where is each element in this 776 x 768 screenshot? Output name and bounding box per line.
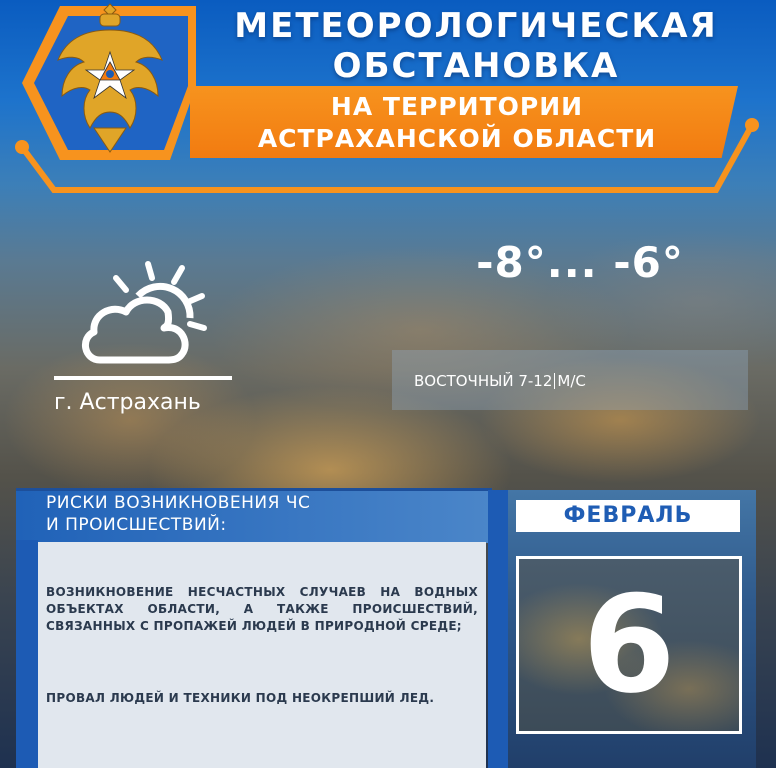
sun-ray <box>116 278 126 290</box>
city-underline <box>54 376 232 380</box>
mchs-emblem-icon <box>44 0 176 156</box>
risk-header <box>16 488 492 543</box>
wind-unit: М/С <box>557 372 586 390</box>
temperature-range: -8°... -6° <box>476 238 684 287</box>
sun-ray <box>190 324 204 328</box>
wind-separator <box>554 373 555 389</box>
month-label: ФЕВРАЛЬ <box>516 500 740 532</box>
sun-ray <box>188 296 202 302</box>
risk-header-line-2: И ПРОИСШЕСТВИЙ: <box>46 515 227 535</box>
partly-cloudy-icon <box>70 256 220 376</box>
frame-dot-left <box>15 140 29 154</box>
sun-ray <box>148 264 152 278</box>
wind-panel <box>392 350 748 410</box>
wind-text <box>414 372 586 390</box>
risk-item: ВОЗНИКНОВЕНИЕ НЕСЧАСТНЫХ СЛУЧАЕВ НА ВОДНЫХ ОБЪЕКТАХ ОБЛАСТИ, А ТАКЖЕ ПРОИСШЕСТВИЙ, СВЯЗАННЫХ С ПРОПАЖЕЙ ЛЮДЕЙ В ПРИРОДНОЙ СРЕДЕ; <box>46 585 478 633</box>
title-line-2: ОБСТАНОВКА <box>332 46 620 86</box>
region-line-2: АСТРАХАНСКОЙ ОБЛАСТИ <box>257 124 657 153</box>
city-label: г. Астрахань <box>54 390 201 415</box>
day-number: 6 <box>582 567 676 723</box>
sun-ray <box>174 268 182 282</box>
risk-side-bar <box>16 540 38 768</box>
wind-direction: ВОСТОЧНЫЙ 7-12 <box>414 372 553 390</box>
title-line-1: МЕТЕОРОЛОГИЧЕСКАЯ <box>234 6 718 46</box>
risk-header-line-1: РИСКИ ВОЗНИКНОВЕНИЯ ЧС <box>46 493 311 513</box>
frame-dot-right <box>745 118 759 132</box>
day-box <box>516 556 742 734</box>
cloud-shape <box>85 300 185 360</box>
region-line-1: НА ТЕРРИТОРИИ <box>330 92 584 121</box>
risk-item: ПРОВАЛ ЛЮДЕЙ И ТЕХНИКИ ПОД НЕОКРЕПШИЙ ЛЕД. <box>46 691 435 705</box>
risk-list <box>38 542 486 768</box>
